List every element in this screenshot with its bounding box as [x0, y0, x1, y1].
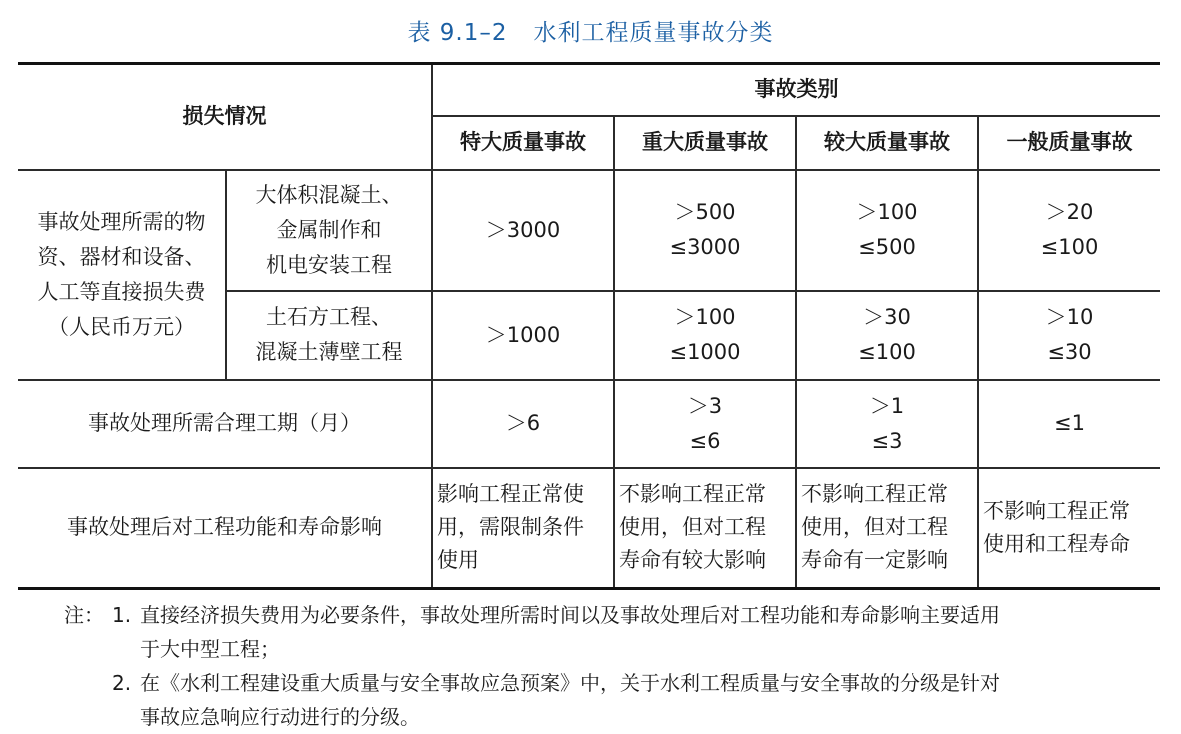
table-title [0, 14, 1181, 47]
duration-label: 事故处理所需合理工期（月） [18, 380, 432, 468]
header-category-2: 重大质量事故 [614, 116, 796, 170]
cell-impact-cat-1: 影响工程正常使 用，需限制条件 使用 [432, 468, 614, 589]
header-loss-situation: 损失情况 [18, 64, 432, 170]
note-continuation [112, 700, 1164, 734]
cell-loss-1-cat-2: ＞500 ≤3000 [614, 170, 796, 291]
note-number: 2. [112, 671, 132, 695]
note-number: 1. [112, 603, 132, 627]
header-category-3: 较大质量事故 [796, 116, 978, 170]
sub-label-earthwork: 土石方工程、 混凝土薄壁工程 [226, 291, 432, 380]
cell-duration-cat-4: ≤1 [978, 380, 1160, 468]
cell-loss-2-cat-1: ＞1000 [432, 291, 614, 380]
cell-loss-2-cat-4: ＞10 ≤30 [978, 291, 1160, 380]
cell-loss-1-cat-3: ＞100 ≤500 [796, 170, 978, 291]
table-number: 表 9.1–2 [407, 20, 508, 46]
table-row [18, 468, 1160, 589]
table-notes [64, 598, 1164, 734]
cell-loss-1-cat-4: ＞20 ≤100 [978, 170, 1160, 291]
header-accident-category: 事故类别 [432, 64, 1160, 116]
header-category-4: 一般质量事故 [978, 116, 1160, 170]
cell-impact-cat-4: 不影响工程正常 使用和工程寿命 [978, 468, 1160, 589]
table-caption: 水利工程质量事故分类 [533, 20, 774, 46]
cell-impact-cat-2: 不影响工程正常 使用，但对工程 寿命有较大影响 [614, 468, 796, 589]
note-text: 于大中型工程； [140, 637, 280, 661]
cell-duration-cat-1: ＞6 [432, 380, 614, 468]
notes-label: 注： [64, 603, 104, 627]
note-text: 直接经济损失费用为必要条件，事故处理所需时间以及事故处理后对工程功能和寿命影响主要适用 [140, 603, 1000, 627]
accident-classification-table [18, 62, 1160, 590]
cell-loss-2-cat-3: ＞30 ≤100 [796, 291, 978, 380]
sub-label-concrete-metal: 大体积混凝土、 金属制作和 机电安装工程 [226, 170, 432, 291]
cell-duration-cat-2: ＞3 ≤6 [614, 380, 796, 468]
cell-impact-cat-3: 不影响工程正常 使用，但对工程 寿命有一定影响 [796, 468, 978, 589]
table-row [18, 170, 1160, 291]
note-text: 在《水利工程建设重大质量与安全事故应急预案》中，关于水利工程质量与安全事故的分级是针对 [140, 671, 1000, 695]
direct-loss-label: 事故处理所需的物 资、器材和设备、 人工等直接损失费 （人民币万元） [18, 170, 226, 380]
cell-duration-cat-3: ＞1 ≤3 [796, 380, 978, 468]
impact-label: 事故处理后对工程功能和寿命影响 [18, 468, 432, 589]
cell-loss-2-cat-2: ＞100 ≤1000 [614, 291, 796, 380]
note-continuation [112, 632, 1164, 666]
cell-loss-1-cat-1: ＞3000 [432, 170, 614, 291]
note-text: 事故应急响应行动进行的分级。 [140, 705, 420, 729]
header-category-1: 特大质量事故 [432, 116, 614, 170]
note-item [112, 666, 1164, 700]
note-item [64, 598, 1164, 632]
table-row [18, 380, 1160, 468]
